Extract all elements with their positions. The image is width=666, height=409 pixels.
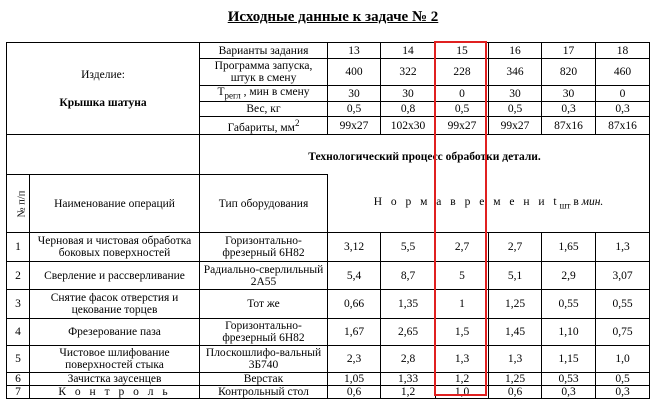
operation-name: Снятие фасок отверстия и цекование торцев [30, 290, 200, 319]
param-value: 0,5 [436, 102, 489, 117]
norm-value: 2,8 [381, 346, 436, 373]
header-num: № п/п [7, 175, 30, 233]
table-row [7, 262, 650, 290]
norm-value: 0,53 [542, 373, 596, 386]
product-name: Крышка шатуна [59, 96, 147, 109]
norm-value: 5,4 [328, 262, 381, 290]
norm-value: 5,1 [489, 262, 542, 290]
param-value: 30 [542, 86, 596, 102]
norm-value: 1,45 [489, 319, 542, 346]
equipment-name: Горизонтально-фрезерный 6Н82 [200, 233, 328, 262]
row-number: 3 [7, 290, 30, 319]
norm-value: 1,15 [542, 346, 596, 373]
norm-value: 3,07 [596, 262, 650, 290]
param-value: 99x27 [328, 117, 381, 135]
norm-value: 3,12 [328, 233, 381, 262]
equipment-name: Контрольный стол [200, 386, 328, 399]
norm-value: 8,7 [381, 262, 436, 290]
blank-cell [7, 135, 200, 175]
param-value: 87x16 [542, 117, 596, 135]
norm-value: 0,3 [542, 386, 596, 399]
page-title: Исходные данные к задаче № 2 [227, 9, 439, 25]
norm-value: 1,25 [489, 373, 542, 386]
norm-value: 1,3 [596, 233, 650, 262]
equipment-name: Плоскошлифо-вальный 3Б740 [200, 346, 328, 373]
norm-value: 5,5 [381, 233, 436, 262]
norm-value: 0,5 [596, 373, 650, 386]
task-data-table [6, 42, 650, 399]
param-label: Вес, кг [200, 102, 328, 117]
table-row [7, 233, 650, 262]
param-value: 0,3 [542, 102, 596, 117]
param-value: 0,5 [489, 102, 542, 117]
equipment-name: Горизонтально-фрезерный 6Н82 [200, 319, 328, 346]
norm-value: 1,5 [436, 319, 489, 346]
norm-value: 1,67 [328, 319, 381, 346]
norm-value: 0,6 [489, 386, 542, 399]
table-row [7, 319, 650, 346]
param-value: 102x30 [381, 117, 436, 135]
equipment-name: Тот же [200, 290, 328, 319]
header-norm: Н о р м а в р е м е н и $t_{шт}$ в мин. [328, 175, 650, 233]
norm-value: 1,2 [436, 373, 489, 386]
process-title: Технологический процесс обработки детали. [200, 135, 650, 175]
norm-value: 1,0 [596, 346, 650, 373]
norm-value: 0,75 [596, 319, 650, 346]
param-value: 0,5 [328, 102, 381, 117]
equipment-name: Радиально-сверлильный 2А55 [200, 262, 328, 290]
param-value: 30 [381, 86, 436, 102]
norm-value: 2,3 [328, 346, 381, 373]
norm-value: 2,7 [436, 233, 489, 262]
operation-name: Чистовое шлифование поверхностей стыка [30, 346, 200, 373]
param-value: 0,3 [596, 102, 650, 117]
param-value: 30 [328, 86, 381, 102]
params-row-variants [7, 43, 650, 59]
norm-value: 1,05 [328, 373, 381, 386]
norm-value: 1,35 [381, 290, 436, 319]
param-value: 15 [436, 43, 489, 59]
param-value: 0 [436, 86, 489, 102]
param-value: 16 [489, 43, 542, 59]
param-label: Программа запуска, штук в смену [200, 59, 328, 86]
process-title-row [7, 135, 650, 175]
norm-value: 5 [436, 262, 489, 290]
param-value: 0,8 [381, 102, 436, 117]
header-operation: Наименование операций [30, 175, 200, 233]
operation-name: Сверление и рассверливание [30, 262, 200, 290]
param-value: 228 [436, 59, 489, 86]
param-value: 99x27 [436, 117, 489, 135]
row-number: 4 [7, 319, 30, 346]
norm-value: 1,0 [436, 386, 489, 399]
param-value: 99x27 [489, 117, 542, 135]
operation-name: Зачистка заусенцев [30, 373, 200, 386]
norm-value: 1,10 [542, 319, 596, 346]
param-label: Варианты задания [200, 43, 328, 59]
row-number: 5 [7, 346, 30, 373]
param-value: 18 [596, 43, 650, 59]
table-row [7, 386, 650, 399]
norm-value: 1,65 [542, 233, 596, 262]
row-number: 1 [7, 233, 30, 262]
header-equipment: Тип оборудования [200, 175, 328, 233]
param-value: 13 [328, 43, 381, 59]
param-value: 0 [596, 86, 650, 102]
param-value: 346 [489, 59, 542, 86]
norm-value: 0,3 [596, 386, 650, 399]
norm-value: 1,25 [489, 290, 542, 319]
table-row [7, 290, 650, 319]
table-row [7, 346, 650, 373]
param-value: 322 [381, 59, 436, 86]
norm-value: 0,55 [596, 290, 650, 319]
norm-value: 1,2 [381, 386, 436, 399]
row-number: 2 [7, 262, 30, 290]
row-number: 7 [7, 386, 30, 399]
operation-name: К о н т р о л ь [30, 386, 200, 399]
product-label: Изделие: [81, 68, 125, 81]
norm-value: 0,55 [542, 290, 596, 319]
operation-name: Черновая и чистовая обработка боковых поверхностей [30, 233, 200, 262]
norm-value: 0,66 [328, 290, 381, 319]
norm-value: 1,3 [436, 346, 489, 373]
param-value: 17 [542, 43, 596, 59]
param-value: 14 [381, 43, 436, 59]
param-value: 30 [489, 86, 542, 102]
table-row [7, 373, 650, 386]
param-value: 460 [596, 59, 650, 86]
column-header-row [7, 175, 650, 233]
product-cell [7, 43, 200, 135]
norm-value: 2,7 [489, 233, 542, 262]
norm-value: 1 [436, 290, 489, 319]
equipment-name: Верстак [200, 373, 328, 386]
norm-value: 1,3 [489, 346, 542, 373]
norm-value: 2,65 [381, 319, 436, 346]
norm-value: 2,9 [542, 262, 596, 290]
param-label: $T_{регл}$ , мин в смену [200, 86, 328, 102]
param-label: Габариты, $мм^2$ [200, 117, 328, 135]
param-value: 87x16 [596, 117, 650, 135]
operation-name: Фрезерование паза [30, 319, 200, 346]
param-value: 820 [542, 59, 596, 86]
norm-value: 1,33 [381, 373, 436, 386]
param-value: 400 [328, 59, 381, 86]
row-number: 6 [7, 373, 30, 386]
norm-value: 0,6 [328, 386, 381, 399]
